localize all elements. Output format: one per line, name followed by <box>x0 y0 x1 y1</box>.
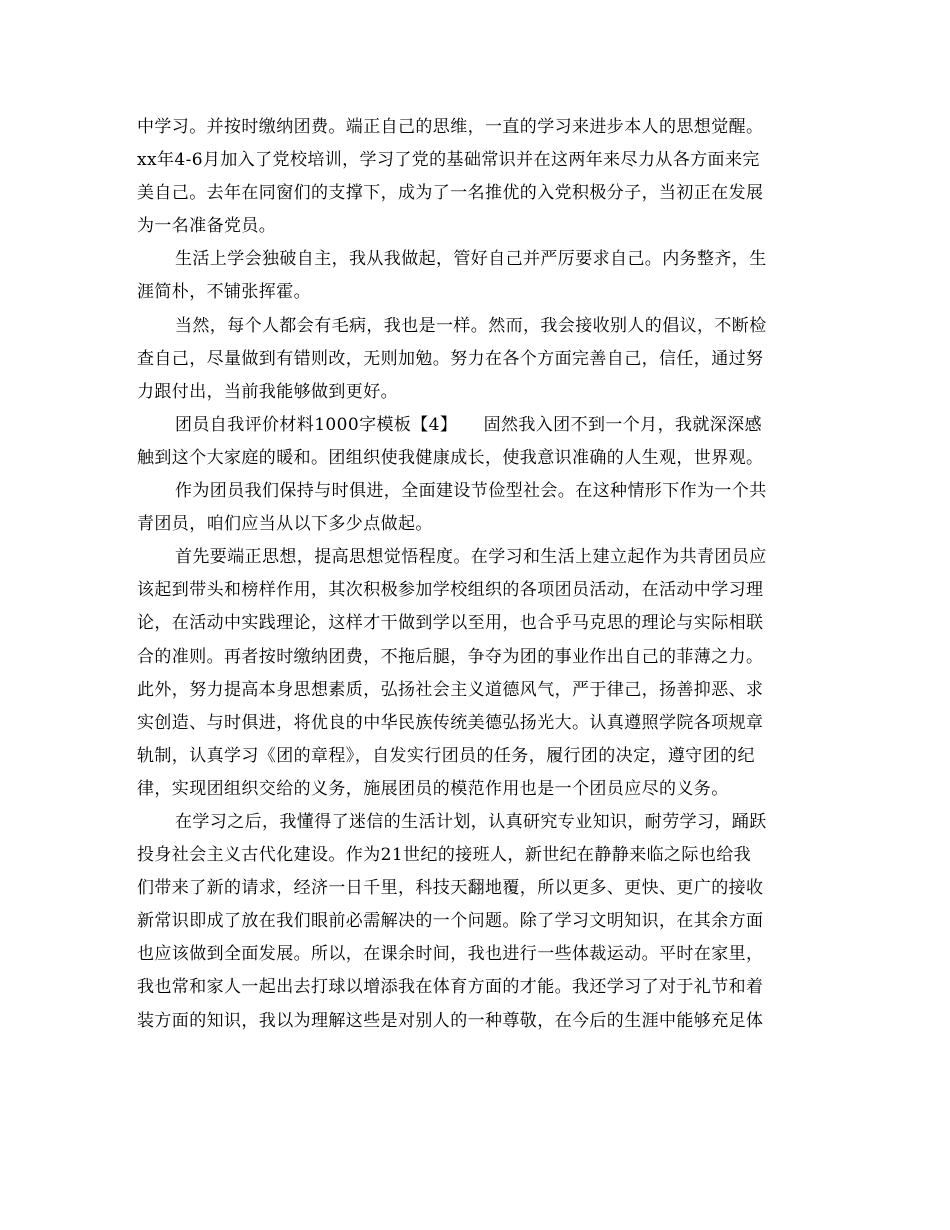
text-line: 首先要端正思想，提高思想觉悟程度。在学习和生活上建立起作为共青团员应 <box>175 547 767 568</box>
text-line: 为一名准备党员。 <box>137 216 277 237</box>
text-line: 律，实现团组织交给的义务，施展团员的模范作用也是一个团员应尽的义务。 <box>137 778 729 799</box>
text-line: 也应该做到全面发展。所以，在课余时间，我也进行一些体裁运动。平时在家里， <box>137 944 764 965</box>
text-line: 团员自我评价材料1000字模板【4】 固然我入团不到一个月，我就深深感 <box>175 414 762 435</box>
text-line: 们带来了新的请求，经济一日千里，科技天翻地覆，所以更多、更快、更广的接收 <box>137 878 764 899</box>
text-line: 生活上学会独破自主，我从我做起，管好自己并严厉要求自己。内务整齐，生 <box>175 249 767 270</box>
text-line: 我也常和家人一起出去打球以增添我在体育方面的才能。我还学习了对于礼节和着 <box>137 977 764 998</box>
text-line: 装方面的知识，我以为理解这些是对别人的一种尊敬，在今后的生涯中能够充足体 <box>137 1010 764 1031</box>
text-line: 在学习之后，我懂得了迷信的生活计划，认真研究专业知识，耐劳学习，踊跃 <box>175 811 767 832</box>
text-line: 美自己。去年在同窗们的支撑下，成为了一名推优的入党积极分子，当初正在发展 <box>137 183 764 204</box>
text-line: 论，在活动中实践理论，这样才干做到学以至用，也合乎马克思的理论与实际相联 <box>137 613 764 634</box>
text-line: 当然，每个人都会有毛病，我也是一样。然而，我会接收别人的倡议，不断检 <box>175 315 767 336</box>
text-line: 该起到带头和榜样作用，其次积极参加学校组织的各项团员活动，在活动中学习理 <box>137 580 764 601</box>
text-line: 中学习。并按时缴纳团费。端正自己的思维，一直的学习来进步本人的思想觉醒。 <box>137 117 764 137</box>
text-line: 轨制，认真学习《团的章程》，自发实行团员的任务，履行团的决定，遵守团的纪 <box>137 745 755 766</box>
document-body <box>137 116 817 1032</box>
text-line: 查自己，尽量做到有错则改，无则加勉。努力在各个方面完善自己，信任，通过努 <box>137 348 764 369</box>
document-page <box>137 116 817 1032</box>
text-line: 实创造、与时俱进，将优良的中华民族传统美德弘扬光大。认真遵照学院各项规章 <box>137 712 764 733</box>
text-line: 投身社会主义古代化建设。作为21世纪的接班人，新世纪在静静来临之际也给我 <box>137 845 752 866</box>
text-line: 涯简朴，不铺张挥霍。 <box>137 282 311 303</box>
text-line: 力跟付出，当前我能够做到更好。 <box>137 381 398 402</box>
text-line: 青团员，咱们应当从以下多少点做起。 <box>137 514 433 535</box>
text-line: 新常识即成了放在我们眼前必需解决的一个问题。除了学习文明知识，在其余方面 <box>137 911 764 932</box>
text-line: 作为团员我们保持与时俱进，全面建设节俭型社会。在这种情形下作为一个共 <box>175 481 767 502</box>
text-line: xx年4-6月加入了党校培训，学习了党的基础常识并在这两年来尽力从各方面来完 <box>137 150 760 171</box>
text-line: 触到这个大家庭的暖和。团组织使我健康成长，使我意识准确的人生观，世界观。 <box>137 447 764 468</box>
text-line: 合的准则。再者按时缴纳团费，不拖后腿，争夺为团的事业作出自己的菲薄之力。 <box>137 646 764 667</box>
text-line: 此外，努力提高本身思想素质，弘扬社会主义道德风气，严于律己，扬善抑恶、求 <box>137 679 764 700</box>
